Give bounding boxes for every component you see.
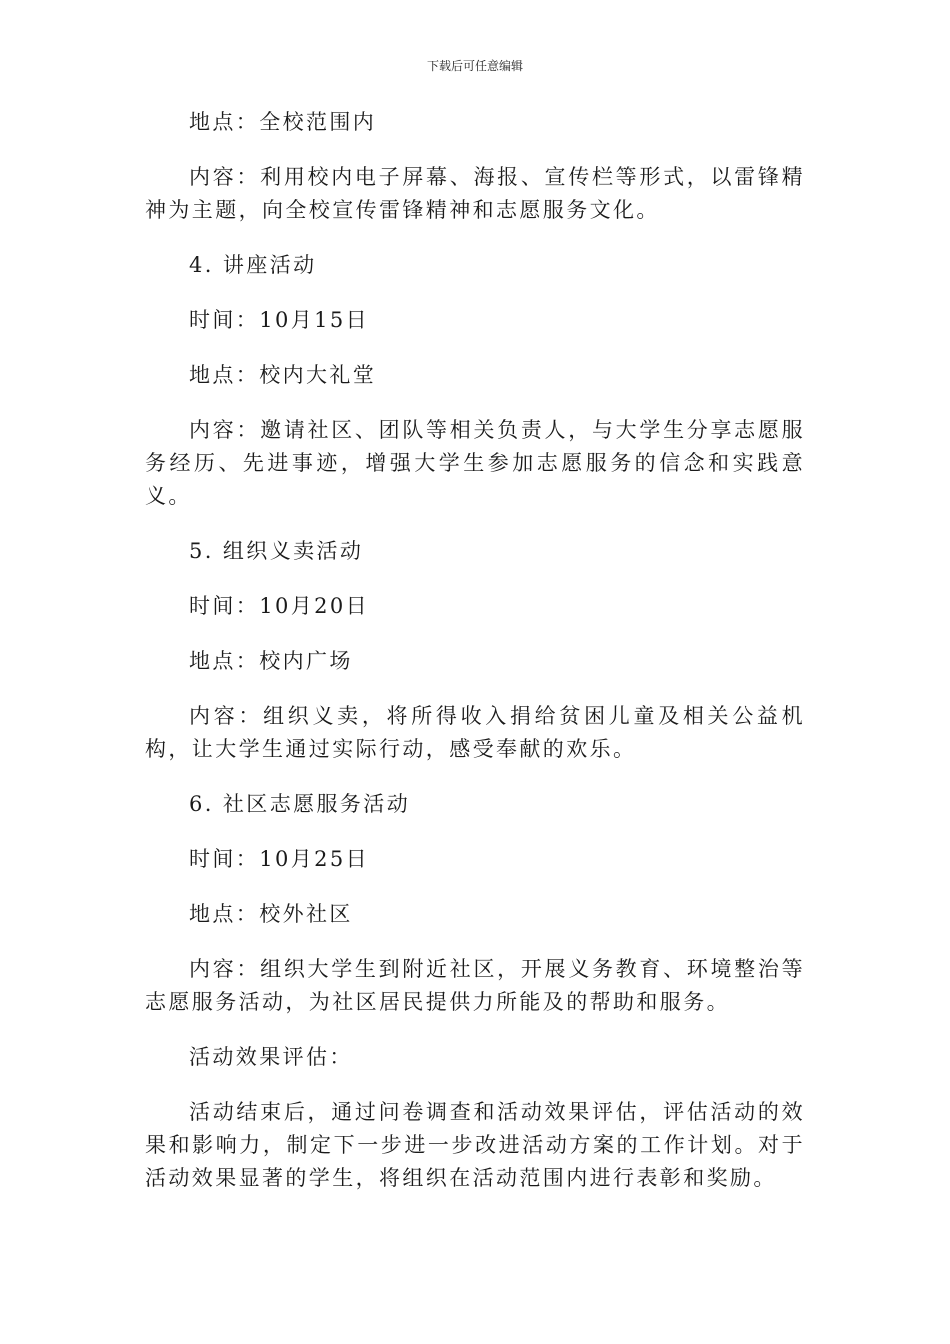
paragraph-location-auditorium: 地点：校内大礼堂 [189,363,377,387]
paragraph-time-community-service: 时间：10月25日 [189,847,370,871]
paragraph-location-community: 地点：校外社区 [189,902,353,926]
paragraph-content-charity-sale: 内容：组织义卖，将所得收入捐给贫困儿童及相关公益机构，让大学生通过实际行动，感受奉献的欢乐。 [145,704,805,761]
paragraph-content-evaluation: 活动结束后，通过问卷调查和活动效果评估，评估活动的效果和影响力，制定下一步进一步改进活动方案的工作计划。对于活动效果显著的学生，将组织在活动范围内进行表彰和奖励。 [145,1100,805,1190]
section-heading-community-service: 6. 社区志愿服务活动 [189,792,411,816]
paragraph-content-lecture: 内容：邀请社区、团队等相关负责人，与大学生分享志愿服务经历、先进事迹，增强大学生参加志愿服务的信念和实践意义。 [145,418,805,508]
paragraph-time-charity-sale: 时间：10月20日 [189,594,370,618]
section-heading-charity-sale: 5. 组织义卖活动 [189,539,364,563]
page-header: 下载后可任意编辑 [426,59,523,73]
section-heading-lecture: 4. 讲座活动 [189,253,317,277]
paragraph-content-publicity: 内容：利用校内电子屏幕、海报、宣传栏等形式，以雷锋精神为主题，向全校宣传雷锋精神和志愿服务文化。 [145,165,805,222]
paragraph-location-plaza: 地点：校内广场 [189,649,353,673]
document-body [145,106,805,1217]
section-heading-evaluation: 活动效果评估： [189,1045,353,1069]
paragraph-content-community-service: 内容：组织大学生到附近社区，开展义务教育、环境整治等志愿服务活动，为社区居民提供力所能及的帮助和服务。 [145,957,805,1014]
paragraph-location-campus: 地点：全校范围内 [189,110,377,134]
paragraph-time-lecture: 时间：10月15日 [189,308,370,332]
